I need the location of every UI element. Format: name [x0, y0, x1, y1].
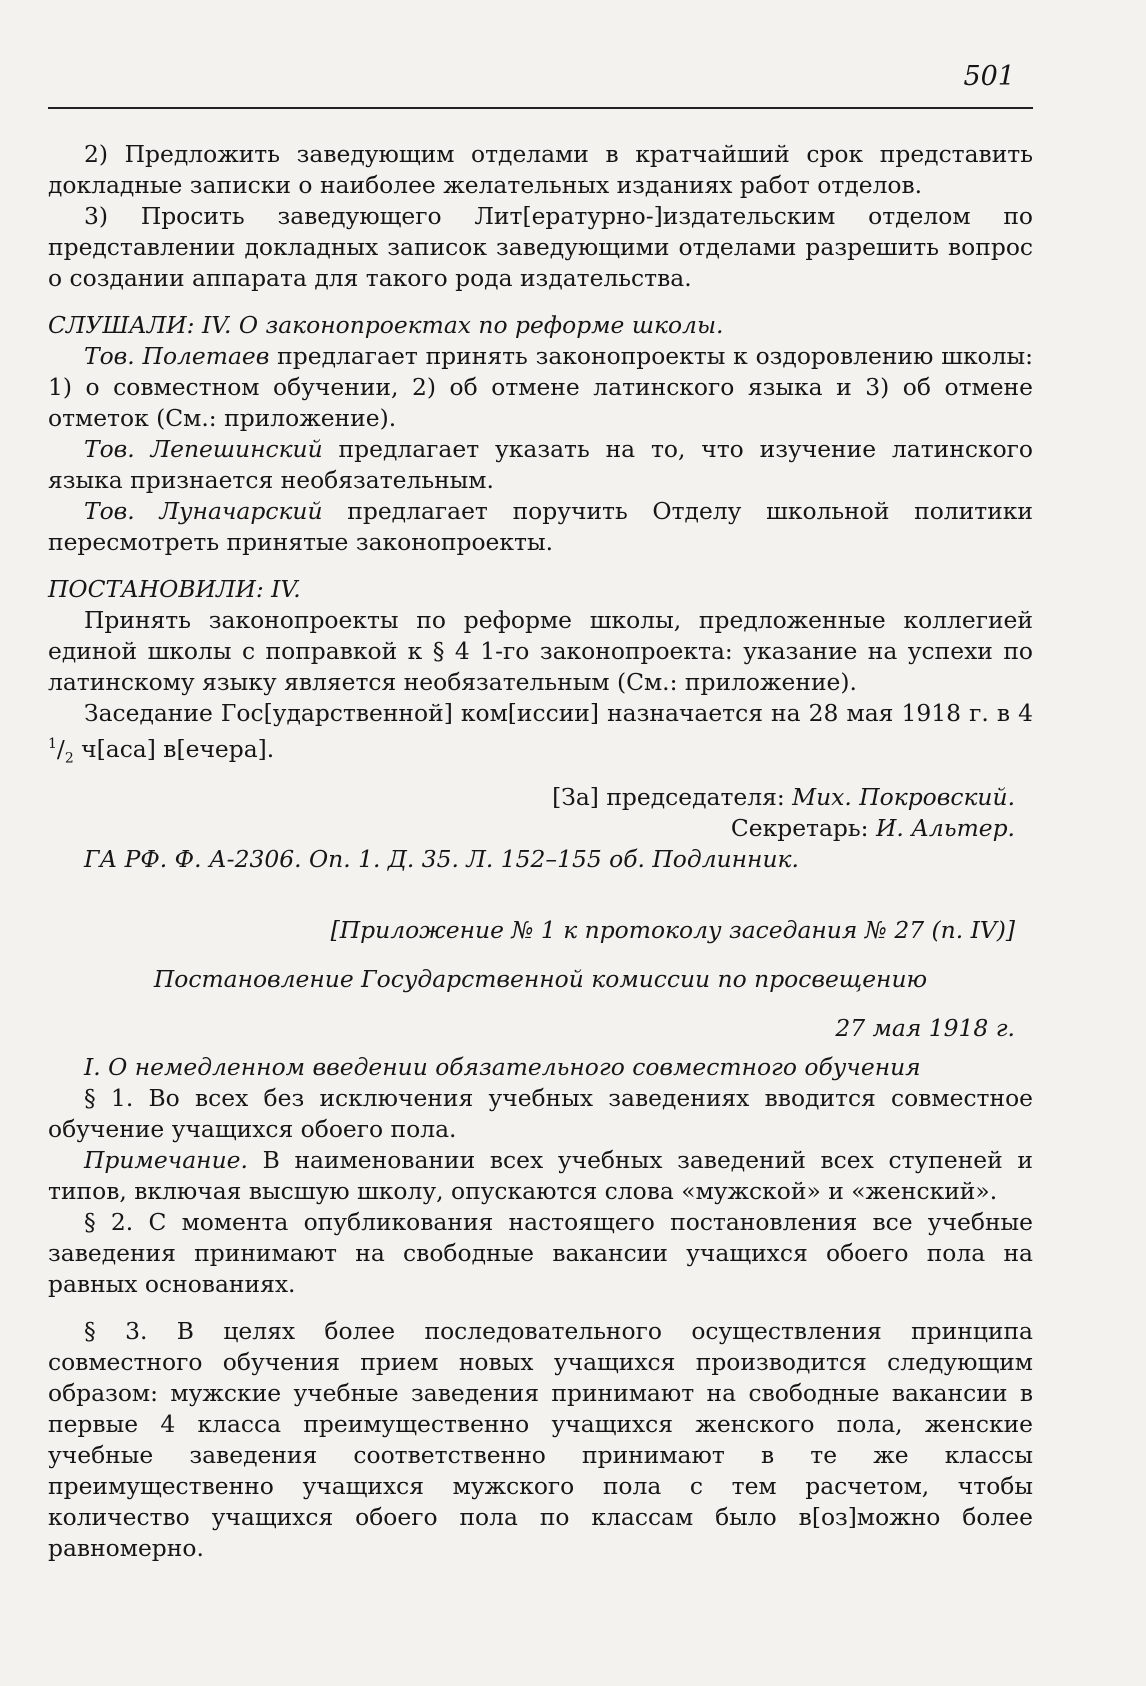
chair-name: Мих. Покровский. — [792, 783, 1015, 812]
decree-title: Постановление Государственной комиссии по просвещению — [153, 965, 928, 994]
speaker-text: предлагает принять законопроекты к оздоровлению школы: 1) о совместном обучении, 2) об отмене латинского языка и 3) об отмене отметок (См.: приложение). — [48, 342, 1034, 432]
secretary-label: Секретарь: — [730, 814, 876, 843]
paragraph-lunacharsky — [48, 496, 1033, 558]
resolved-heading: ПОСТАНОВИЛИ: IV. — [48, 575, 301, 603]
heard-heading: СЛУШАЛИ: IV. О законопроектах по реформе школы. — [48, 311, 724, 339]
paragraph-meeting — [48, 698, 1033, 774]
paragraph-s2: § 2. С момента опубликования настоящего постановления все учебные заведения принимают на свободные вакансии учащихся обоего пола на равных основаниях. — [48, 1208, 1033, 1299]
chair-label: [За] председателя: — [552, 783, 793, 812]
speaker-text: предлагает указать на то, что изучение латинского языка признается необязательным. — [48, 435, 1033, 494]
note-text: В наименовании всех учебных заведений всех ступеней и типов, включая высшую школу, опускаются слова «мужской» и «женский». — [48, 1146, 1033, 1206]
speaker-name: Тов. Полетаев — [84, 342, 270, 370]
section-heading: I. О немедленном введении обязательного совместного обучения — [84, 1053, 921, 1082]
fraction: $^1/_2$ — [48, 734, 74, 767]
speaker-name: Тов. Лепешинский — [84, 435, 323, 463]
paragraph-s3: § 3. В целях более последовательного осуществления принципа совместного обучения прием новых учащихся производится следующим образом: мужские учебные заведения принимают на свободные вакансии в первые 4 класса преимущественно учащихся женского пола, женские учебные заведения соответственно принимают в те же классы преимущественно учащихся мужского пола с тем расчетом, чтобы количество учащихся обоего пола по классам было в[оз]можно более равномерно. — [48, 1317, 1033, 1563]
secretary-name: И. Альтер. — [875, 814, 1015, 843]
page-header — [48, 55, 1033, 109]
meeting-text-end: ч[аса] в[ечера]. — [73, 734, 275, 763]
paragraph-accept: Принять законопроекты по реформе школы, предложенные коллегией единой школы с поправкой к § 4 1-го законопроекта: указание на успехи по латинскому языку является необязательным (См.: приложение). — [48, 606, 1033, 696]
document-page — [48, 55, 1033, 1655]
fraction-denominator: 2 — [64, 750, 74, 767]
decree-date: 27 мая 1918 г. — [835, 1014, 1015, 1043]
speaker-name: Тов. Луначарский — [84, 497, 323, 525]
paragraph-item-3: 3) Просить заведующего Лит[ературно-]издательским отделом по представлении докладных записок заведующими отделами разрешить вопрос о создании аппарата для такого рода издательства. — [48, 202, 1033, 292]
fraction-numerator: 1 — [48, 736, 57, 752]
paragraph-item-2: 2) Предложить заведующим отделами в кратчайший срок представить докладные записки о наиболее желательных изданиях работ отделов. — [48, 140, 1033, 199]
paragraph-lepeshinsky — [48, 434, 1033, 496]
page-number: 501 — [963, 61, 1015, 92]
paragraph-note — [48, 1145, 1033, 1207]
appendix-caption: [Приложение № 1 к протоколу заседания № 27 (п. IV)] — [330, 916, 1015, 945]
archive-source: ГА РФ. Ф. А-2306. Оп. 1. Д. 35. Л. 152–155 об. Подлинник. — [84, 845, 799, 874]
meeting-text-start: Заседание Гос[ударственной] ком[иссии] назначается на 28 мая 1918 г. в 4 — [84, 699, 1033, 727]
paragraph-s1: § 1. Во всех без исключения учебных заведениях вводится совместное обучение учащихся обоего пола. — [48, 1084, 1033, 1144]
secretary-signature — [48, 813, 1033, 844]
note-label: Примечание. — [84, 1146, 248, 1175]
speaker-text: предлагает поручить Отделу школьной политики пересмотреть принятые законопроекты. — [48, 497, 1033, 556]
document-body — [48, 139, 1033, 1564]
chair-signature — [48, 782, 1033, 813]
paragraph-poletaev — [48, 341, 1033, 434]
